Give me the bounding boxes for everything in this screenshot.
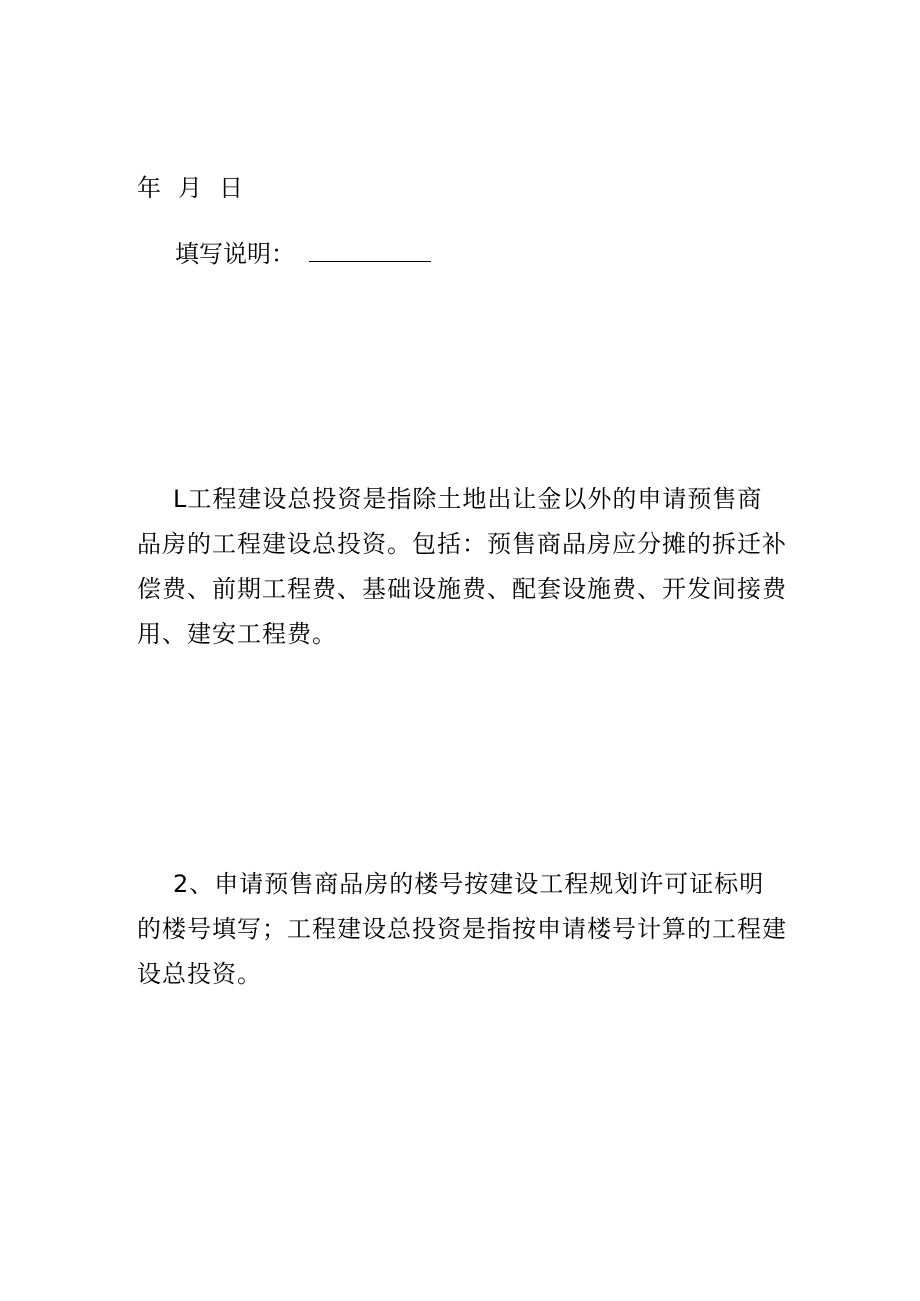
date-line [137, 172, 260, 204]
fill-instructions-label: 填写说明： [175, 240, 295, 268]
note-item-2: 2、申请预售商品房的楼号按建设工程规划许可证标明的楼号填写；工程建设总投资是指按申请楼号计算的工程建设总投资。 [137, 870, 787, 988]
note-item-1: L工程建设总投资是指除土地出让金以外的申请预售商品房的工程建设总投资。包括：预售商品房应分摊的拆迁补偿费、前期工程费、基础设施费、配套设施费、开发间接费用、建安工程费。 [137, 485, 787, 648]
fill-instructions-blank [309, 239, 431, 262]
year-label: 年 [137, 174, 162, 202]
month-label: 月 [178, 174, 203, 202]
fill-instructions-line [175, 238, 431, 270]
day-label: 日 [219, 174, 244, 202]
